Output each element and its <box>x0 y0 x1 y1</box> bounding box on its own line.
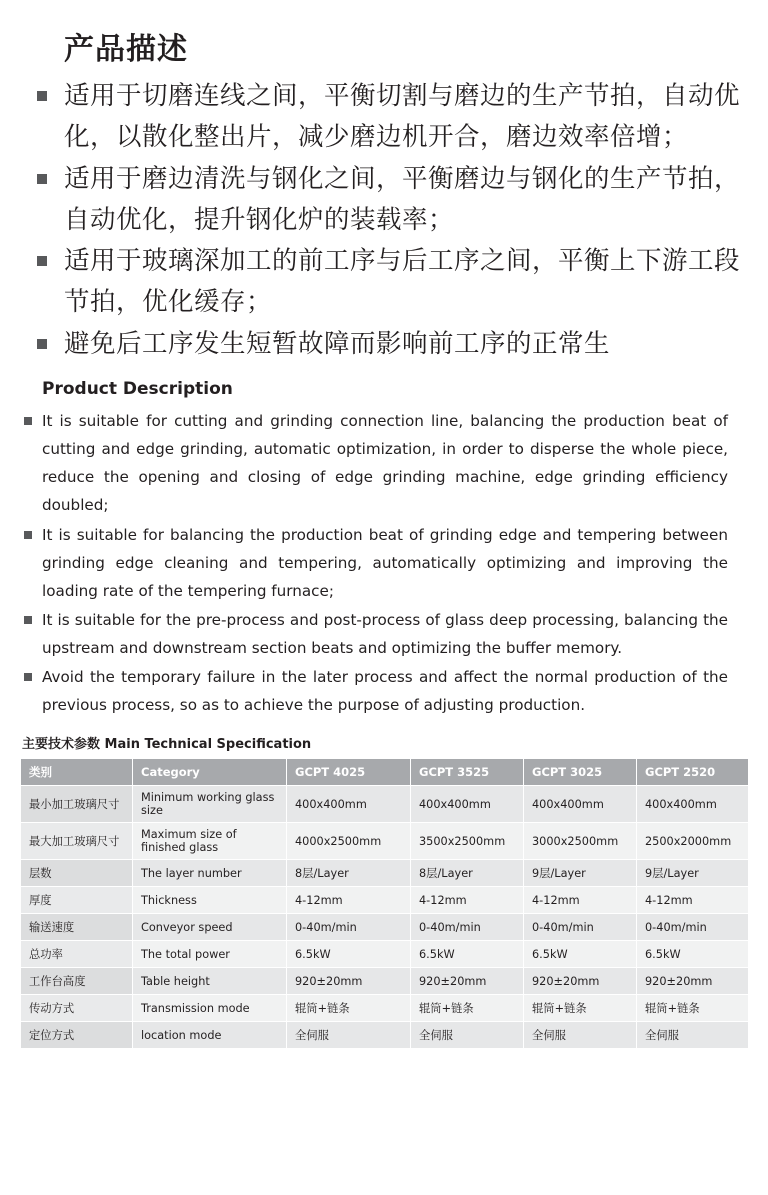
cell-category-en: The total power <box>133 941 287 968</box>
cell-value: 920±20mm <box>637 968 749 995</box>
chinese-bullet-list <box>20 76 748 365</box>
cell-category-cn: 最小加工玻璃尺寸 <box>21 786 133 823</box>
cell-value: 3000x2500mm <box>524 823 637 860</box>
cell-value: 6.5kW <box>287 941 411 968</box>
cell-value: 3500x2500mm <box>411 823 524 860</box>
square-bullet-icon <box>24 673 32 681</box>
cell-category-en: Thickness <box>133 887 287 914</box>
cell-value: 400x400mm <box>287 786 411 823</box>
cell-value: 0-40m/min <box>411 914 524 941</box>
cell-value: 2500x2000mm <box>637 823 749 860</box>
table-row <box>21 941 749 968</box>
table-row <box>21 823 749 860</box>
list-item-label: 适用于磨边清洗与钢化之间，平衡磨边与钢化的生产节拍，自动优化，提升钢化炉的装载率； <box>64 163 741 235</box>
cell-value: 6.5kW <box>411 941 524 968</box>
list-item <box>20 159 748 242</box>
table-header-row <box>21 759 749 786</box>
cell-value: 全伺服 <box>524 1022 637 1049</box>
cell-value: 920±20mm <box>287 968 411 995</box>
cell-category-en: Table height <box>133 968 287 995</box>
cell-value: 辊筒+链条 <box>637 995 749 1022</box>
cell-value: 400x400mm <box>637 786 749 823</box>
cell-value: 0-40m/min <box>524 914 637 941</box>
column-header: GCPT 4025 <box>287 759 411 786</box>
list-item <box>20 521 728 605</box>
list-item-label: It is suitable for cutting and grinding connection line, balancing the production beat of cutting and edge grinding, automatic optimization, in order to disperse the whole piece, reduce the opening and closing of edge grinding machine, edge grinding efficiency doubled; <box>42 412 728 515</box>
cell-value: 400x400mm <box>524 786 637 823</box>
column-header: Category <box>133 759 287 786</box>
square-bullet-icon <box>37 91 47 101</box>
table-row <box>21 968 749 995</box>
english-bullet-list <box>20 407 748 719</box>
table-header <box>21 759 749 786</box>
square-bullet-icon <box>24 417 32 425</box>
cell-value: 6.5kW <box>637 941 749 968</box>
list-item-label: Avoid the temporary failure in the later process and affect the normal production of the previous process, so as to achieve the purpose of adjusting production. <box>42 668 728 715</box>
square-bullet-icon <box>37 174 47 184</box>
column-header: GCPT 3525 <box>411 759 524 786</box>
cell-value: 全伺服 <box>287 1022 411 1049</box>
cell-value: 0-40m/min <box>637 914 749 941</box>
cell-category-en: Maximum size of finished glass <box>133 823 287 860</box>
cell-value: 辊筒+链条 <box>524 995 637 1022</box>
list-item-label: 适用于切磨连线之间，平衡切割与磨边的生产节拍，自动优化，以散化整出片，减少磨边机开合，磨边效率倍增； <box>64 81 741 153</box>
list-item-label: It is suitable for balancing the production beat of grinding edge and tempering between grinding edge cleaning and tempering, automatically optimizing and improving the loading rate of the tempering furnace; <box>42 525 728 600</box>
page-title-english: Product Description <box>42 379 233 400</box>
cell-category-en: Conveyor speed <box>133 914 287 941</box>
list-item <box>20 606 728 662</box>
cell-value: 0-40m/min <box>287 914 411 941</box>
cell-category-cn: 输送速度 <box>21 914 133 941</box>
square-bullet-icon <box>24 531 32 539</box>
table-row <box>21 887 749 914</box>
list-item-label: It is suitable for the pre-process and post-process of glass deep processing, balancing the upstream and downstream section beats and optimizing the buffer memory. <box>42 610 728 658</box>
cell-value: 4-12mm <box>637 887 749 914</box>
cell-value: 8层/Layer <box>411 860 524 887</box>
table-row <box>21 995 749 1022</box>
cell-value: 9层/Layer <box>637 860 749 887</box>
column-header: 类别 <box>21 759 133 786</box>
cell-category-en: Minimum working glass size <box>133 786 287 823</box>
list-item <box>20 76 748 159</box>
list-item-label: 避免后工序发生短暂故障而影响前工序的正常生 <box>64 328 611 359</box>
page-title-chinese: 产品描述 <box>64 32 188 67</box>
table-row <box>21 914 749 941</box>
cell-value: 4-12mm <box>411 887 524 914</box>
cell-value: 9层/Layer <box>524 860 637 887</box>
list-item-label: 适用于玻璃深加工的前工序与后工序之间，平衡上下游工段节拍，优化缓存； <box>64 246 741 318</box>
cell-value: 4-12mm <box>287 887 411 914</box>
cell-category-cn: 最大加工玻璃尺寸 <box>21 823 133 860</box>
column-header: GCPT 2520 <box>637 759 749 786</box>
cell-category-cn: 总功率 <box>21 941 133 968</box>
column-header: GCPT 3025 <box>524 759 637 786</box>
cell-category-cn: 定位方式 <box>21 1022 133 1049</box>
list-item <box>20 407 728 520</box>
table-body <box>21 786 749 1049</box>
cell-value: 400x400mm <box>411 786 524 823</box>
cell-category-cn: 厚度 <box>21 887 133 914</box>
cell-value: 920±20mm <box>524 968 637 995</box>
specification-heading: 主要技术参数 Main Technical Specification <box>22 737 312 753</box>
cell-category-cn: 传动方式 <box>21 995 133 1022</box>
cell-value: 辊筒+链条 <box>411 995 524 1022</box>
cell-value: 6.5kW <box>524 941 637 968</box>
table-row <box>21 1022 749 1049</box>
list-item <box>20 324 748 365</box>
cell-value: 全伺服 <box>411 1022 524 1049</box>
cell-category-en: The layer number <box>133 860 287 887</box>
cell-category-en: location mode <box>133 1022 287 1049</box>
cell-category-en: Transmission mode <box>133 995 287 1022</box>
list-item <box>20 663 728 719</box>
cell-value: 4000x2500mm <box>287 823 411 860</box>
square-bullet-icon <box>37 256 47 266</box>
cell-value: 8层/Layer <box>287 860 411 887</box>
table-row <box>21 786 749 823</box>
cell-value: 辊筒+链条 <box>287 995 411 1022</box>
cell-value: 920±20mm <box>411 968 524 995</box>
cell-value: 全伺服 <box>637 1022 749 1049</box>
square-bullet-icon <box>24 616 32 624</box>
list-item <box>20 241 748 324</box>
technical-specification-table <box>20 758 749 1049</box>
square-bullet-icon <box>37 339 47 349</box>
table-row <box>21 860 749 887</box>
cell-category-cn: 层数 <box>21 860 133 887</box>
cell-value: 4-12mm <box>524 887 637 914</box>
cell-category-cn: 工作台高度 <box>21 968 133 995</box>
